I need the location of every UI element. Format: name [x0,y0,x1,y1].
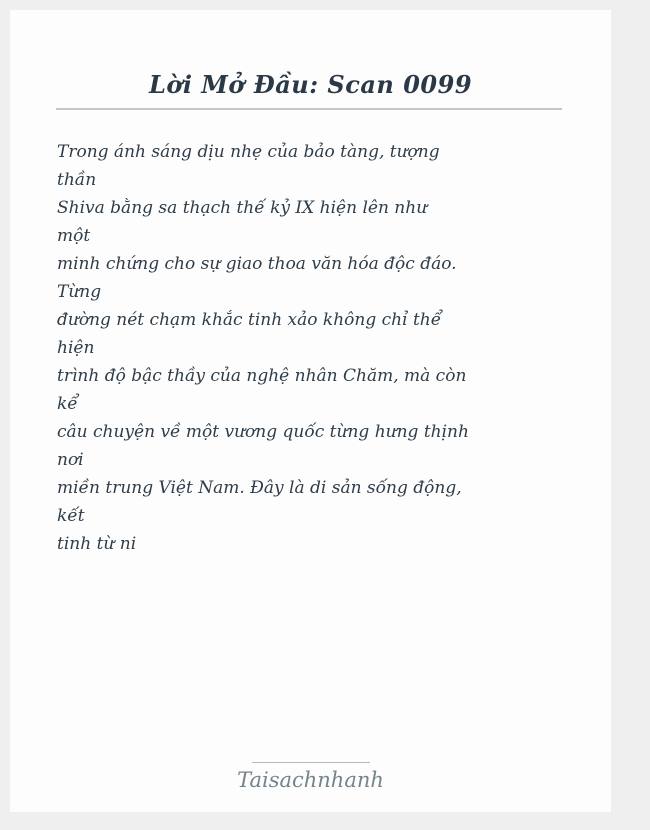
title-divider [56,108,562,110]
body-line: trình độ bậc thầy của nghệ nhân Chăm, mà còn [57,366,467,386]
body-line: Trong ánh sáng dịu nhẹ của bảo tàng, tượng [57,142,440,162]
footer-watermark: Taisachnhanh [237,768,384,792]
body-text [57,138,571,558]
body-line: câu chuyện về một vương quốc từng hưng thịnh [57,422,469,442]
footer-divider [252,762,370,763]
body-line: miền trung Việt Nam. Đây là di sản sống động, [57,478,462,498]
body-line: nơi [57,450,84,470]
page-footer [10,762,611,792]
body-line: Shiva bằng sa thạch thế kỷ IX hiện lên như [57,198,428,218]
body-line: đường nét chạm khắc tinh xảo không chỉ thể [57,310,442,330]
body-line: kết [57,506,85,526]
body-line: kể [57,394,78,414]
body-line: hiện [57,338,95,358]
body-line: minh chứng cho sự giao thoa văn hóa độc đáo. [57,254,457,274]
body-line: tinh từ ni [57,534,137,554]
page-title: Lời Mở Đầu: Scan 0099 [148,70,473,99]
document-page [10,10,611,812]
body-line: một [57,226,91,246]
body-line: Từng [57,282,102,302]
body-line: thần [57,170,97,190]
